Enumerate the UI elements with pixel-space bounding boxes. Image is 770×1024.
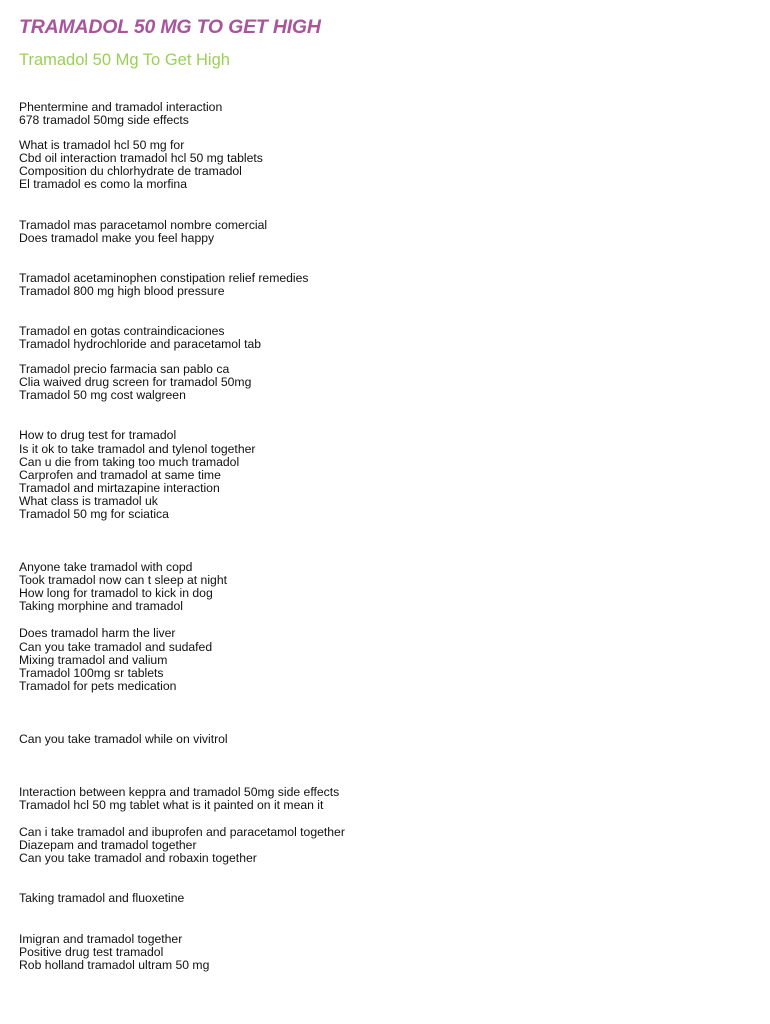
text-line: Tramadol hydrochloride and paracetamol tab: [19, 337, 262, 352]
text-line: Tramadol acetaminophen constipation relief remedies: [19, 270, 309, 285]
text-group: [19, 429, 759, 521]
text-line: Carprofen and tramadol at same time: [19, 467, 221, 482]
text-line: Tramadol 800 mg high blood pressure: [19, 283, 225, 298]
text-group: [19, 786, 759, 812]
text-group: [19, 733, 759, 746]
text-group: [19, 933, 759, 972]
text-line: Taking tramadol and fluoxetine: [19, 891, 185, 906]
text-line: Composition du chlorhydrate de tramadol: [19, 164, 242, 179]
text-line: Does tramadol make you feel happy: [19, 230, 215, 245]
text-group: [19, 363, 759, 402]
text-line: Can i take tramadol and ibuprofen and paracetamol together: [19, 825, 345, 840]
text-line: 678 tramadol 50mg side effects: [19, 113, 189, 128]
text-line: Took tramadol now can t sleep at night: [19, 573, 227, 588]
text-group: [19, 561, 759, 613]
text-group: [19, 219, 759, 245]
text-line: Can you take tramadol and robaxin together: [19, 851, 257, 866]
document-page: [19, 14, 759, 972]
text-group: [19, 826, 759, 865]
text-line: Is it ok to take tramadol and tylenol together: [19, 441, 256, 456]
text-line: Can you take tramadol and sudafed: [19, 639, 213, 654]
text-line: What is tramadol hcl 50 mg for: [19, 138, 185, 153]
text-groups: [19, 101, 759, 972]
text-line: Can you take tramadol while on vivitrol: [19, 731, 228, 746]
text-group: [19, 139, 759, 191]
text-line: How long for tramadol to kick in dog: [19, 586, 213, 601]
text-line: Phentermine and tramadol interaction: [19, 100, 223, 114]
text-line: Tramadol for pets medication: [19, 678, 177, 693]
text-line: Positive drug test tramadol: [19, 944, 164, 959]
text-group: [19, 325, 759, 351]
page-subtitle: Tramadol 50 Mg To Get High: [19, 51, 230, 69]
text-group: [19, 101, 759, 127]
text-line: Tramadol 100mg sr tablets: [19, 665, 164, 680]
page-title: TRAMADOL 50 MG TO GET HIGH: [19, 16, 321, 38]
text-line: Interaction between keppra and tramadol 50mg side effects: [19, 785, 340, 799]
text-line: Tramadol en gotas contraindicaciones: [19, 323, 225, 338]
text-line: El tramadol es como la morfina: [19, 177, 187, 192]
text-line: Mixing tramadol and valium: [19, 652, 168, 667]
text-group: [19, 892, 759, 905]
text-line: Cbd oil interaction tramadol hcl 50 mg tablets: [19, 151, 263, 166]
text-line: Taking morphine and tramadol: [19, 599, 183, 614]
text-line: Tramadol precio farmacia san pablo ca: [19, 362, 230, 377]
text-line: Tramadol 50 mg for sciatica: [19, 506, 169, 521]
text-group: [19, 627, 759, 692]
text-line: Tramadol hcl 50 mg tablet what is it painted on it mean it: [19, 798, 324, 813]
text-line: How to drug test for tramadol: [19, 428, 177, 443]
text-line: Diazepam and tramadol together: [19, 838, 197, 853]
text-line: Anyone take tramadol with copd: [19, 560, 193, 575]
text-line: Tramadol and mirtazapine interaction: [19, 480, 220, 495]
text-line: Can u die from taking too much tramadol: [19, 454, 240, 469]
text-line: Rob holland tramadol ultram 50 mg: [19, 957, 210, 972]
text-line: Clia waived drug screen for tramadol 50mg: [19, 375, 252, 390]
text-line: What class is tramadol uk: [19, 493, 158, 508]
text-line: Imigran and tramadol together: [19, 931, 183, 946]
text-line: Does tramadol harm the liver: [19, 626, 176, 641]
text-line: Tramadol 50 mg cost walgreen: [19, 388, 186, 403]
text-line: Tramadol mas paracetamol nombre comercial: [19, 217, 268, 232]
text-group: [19, 272, 759, 298]
